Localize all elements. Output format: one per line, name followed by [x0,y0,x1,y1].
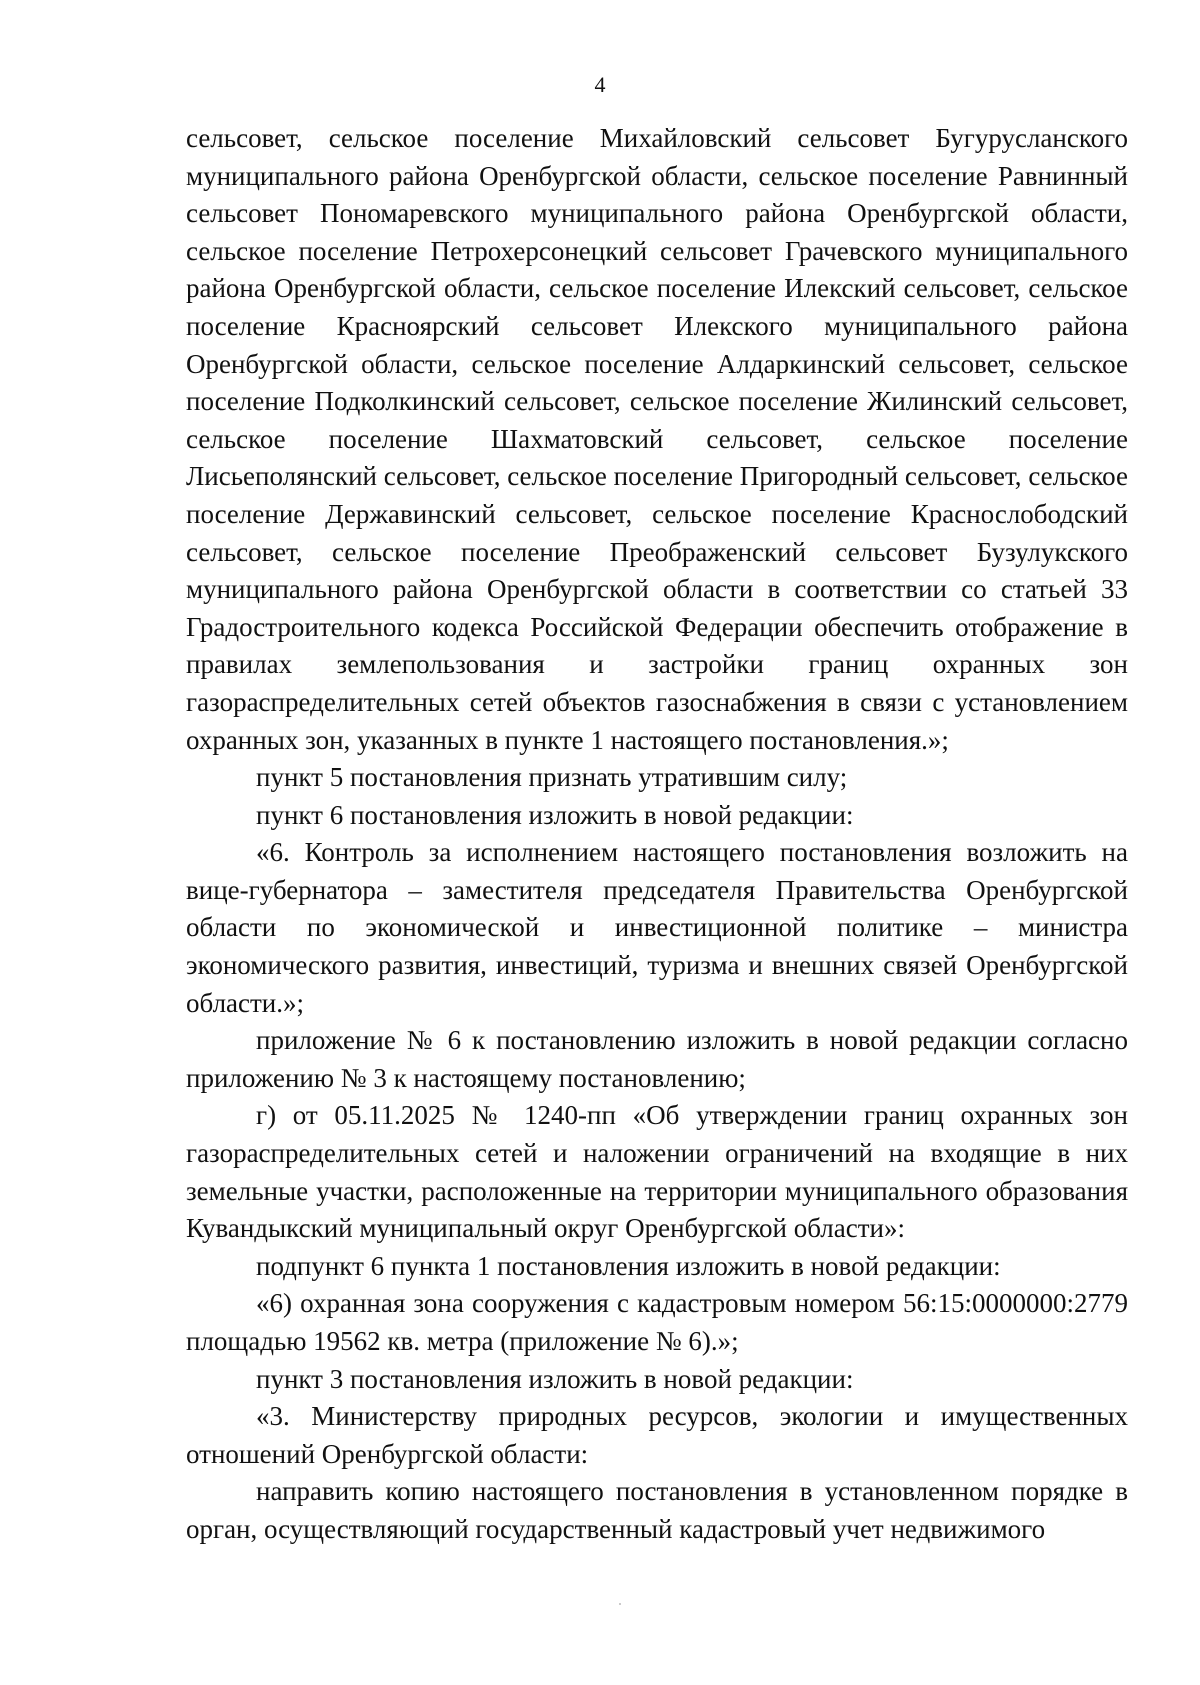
paragraph: «6) охранная зона сооружения с кадастровым номером 56:15:0000000:2779 площадью 19562 кв. метра (приложение № 6).»; [186,1288,1128,1356]
paragraph: пункт 5 постановления признать утратившим силу; [256,762,848,793]
scan-speck [619,1603,621,1605]
paragraph: пункт 6 постановления изложить в новой редакции: [256,799,854,830]
document-body [186,120,1128,1549]
paragraph: сельсовет, сельское поселение Михайловский сельсовет Бугурусланского муниципального района Оренбургской области, сельское поселение Равнинный сельсовет Пономаревского муниципального района Оренбургской области, сельское поселение Петрохерсонецкий сельсовет Грачевского муниципального района Оренбургской области, сельское поселение Илекский сельсовет, сельское поселение Красноярский сельсовет Илекского муниципального района Оренбургской области, сельское поселение Алдаркинский сельсовет, сельское поселение Подколкинский сельсовет, сельское поселение Жилинский сельсовет, сельское поселение Шахматовский сельсовет, сельское поселение Лисьеполянский сельсовет, сельское поселение Пригородный сельсовет, сельское поселение Державинский сельсовет, сельское поселение Краснослободский сельсовет, сельское поселение Преображенский сельсовет Бузулукского муниципального района Оренбургской области в соответствии со статьей 33 Градостроительного кодекса Российской Федерации обеспечить отображение в правилах землепользования и застройки границ охранных зон газораспределительных сетей объектов газоснабжения в связи с установлением охранных зон, указанных в пункте 1 настоящего постановления.»; [186,123,1128,755]
paragraph: направить копию настоящего постановления в установленном порядке в орган, осуществляющий государственный кадастровый учет недвижимого [186,1476,1128,1544]
paragraph: пункт 3 постановления изложить в новой редакции: [256,1363,854,1394]
paragraph: приложение № 6 к постановлению изложить в новой редакции согласно приложению № 3 к настоящему постановлению; [186,1025,1128,1093]
paragraph: «3. Министерству природных ресурсов, экологии и имущественных отношений Оренбургской области: [186,1401,1128,1469]
page-number: 4 [594,72,606,97]
paragraph: г) от 05.11.2025 № 1240-пп «Об утверждении границ охранных зон газораспределительных сетей и наложении ограничений на входящие в них земельные участки, расположенные на территории муниципального образования Кувандыкский муниципальный округ Оренбургской области»: [186,1100,1128,1244]
paragraph: «6. Контроль за исполнением настоящего постановления возложить на вице-губернатора – заместителя председателя Правительства Оренбургской области по экономической и инвестиционной политике – министра экономического развития, инвестиций, туризма и внешних связей Оренбургской области.»; [186,837,1128,1018]
paragraph: подпункт 6 пункта 1 постановления изложить в новой редакции: [256,1250,1001,1281]
